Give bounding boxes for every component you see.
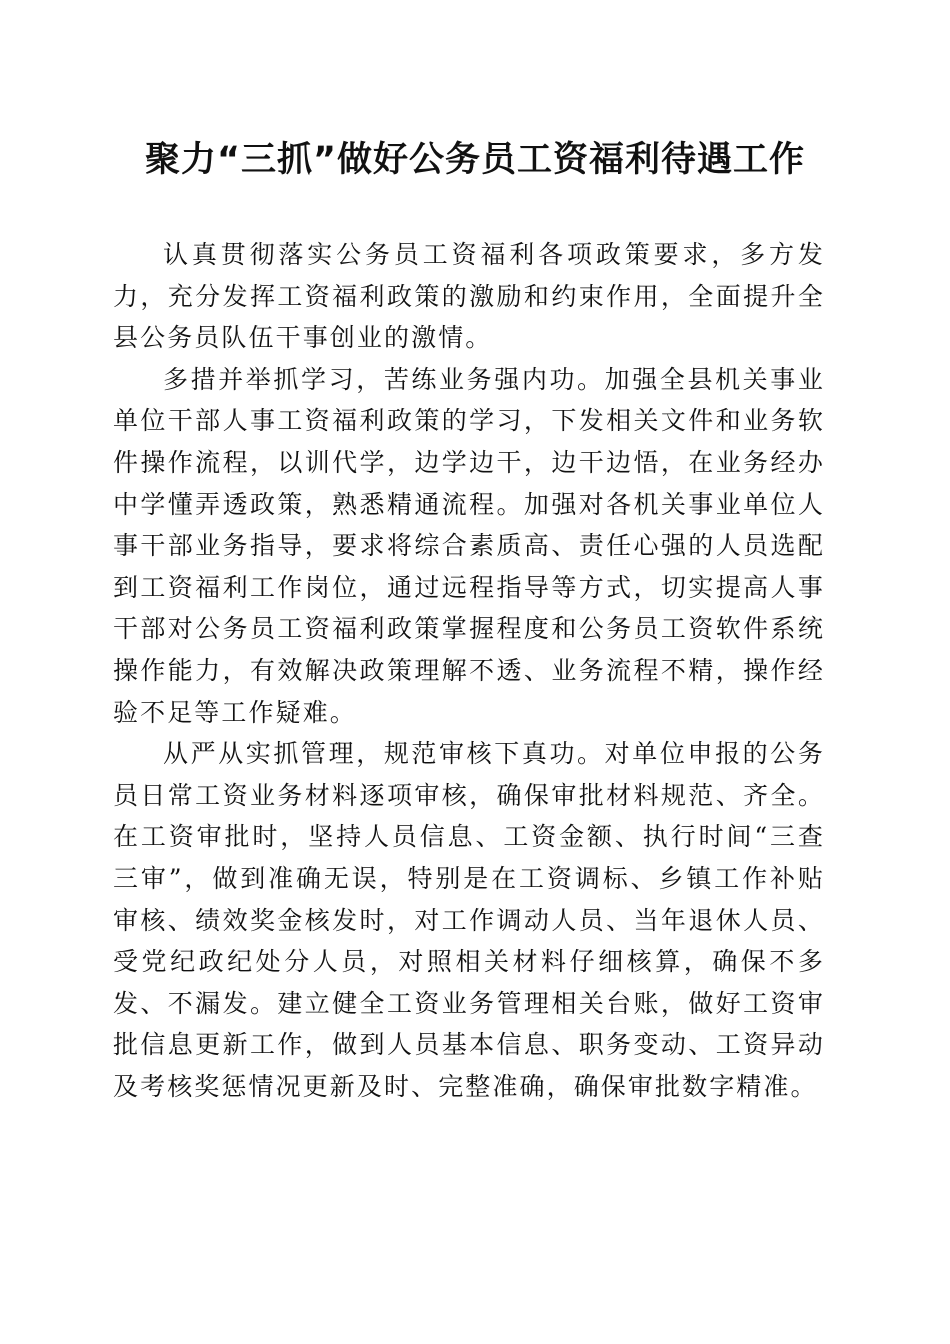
paragraph-intro: 认真贯彻落实公务员工资福利各项政策要求，多方发力，充分发挥工资福利政策的激励和约束作用，全面提升全县公务员队伍干事创业的激情。 xyxy=(113,240,825,353)
document-body xyxy=(113,234,825,1107)
paragraph-management: 从严从实抓管理，规范审核下真功。对单位申报的公务员日常工资业务材料逐项审核，确保审批材料规范、齐全。在工资审批时，坚持人员信息、工资金额、执行时间“三查三审”，做到准确无误，特别是在工资调标、乡镇工作补贴审核、绩效奖金核发时，对工作调动人员、当年退休人员、受党纪政纪处分人员，对照相关材料仔细核算，确保不多发、不漏发。建立健全工资业务管理相关台账，做好工资审批信息更新工作，做到人员基本信息、职务变动、工资异动及考核奖惩情况更新及时、完整准确，确保审批数字精准。 xyxy=(113,739,825,1101)
document-title: 聚力“三抓”做好公务员工资福利待遇工作 xyxy=(144,140,805,180)
paragraph-study: 多措并举抓学习，苦练业务强内功。加强全县机关事业单位干部人事工资福利政策的学习，下发相关文件和业务软件操作流程，以训代学，边学边干，边干边悟，在业务经办中学懂弄透政策，熟悉精通流程。加强对各机关事业单位人事干部业务指导，要求将综合素质高、责任心强的人员选配到工资福利工作岗位，通过远程指导等方式，切实提高人事干部对公务员工资福利政策掌握程度和公务员工资软件系统操作能力，有效解决政策理解不透、业务流程不精，操作经验不足等工作疑难。 xyxy=(113,364,825,727)
